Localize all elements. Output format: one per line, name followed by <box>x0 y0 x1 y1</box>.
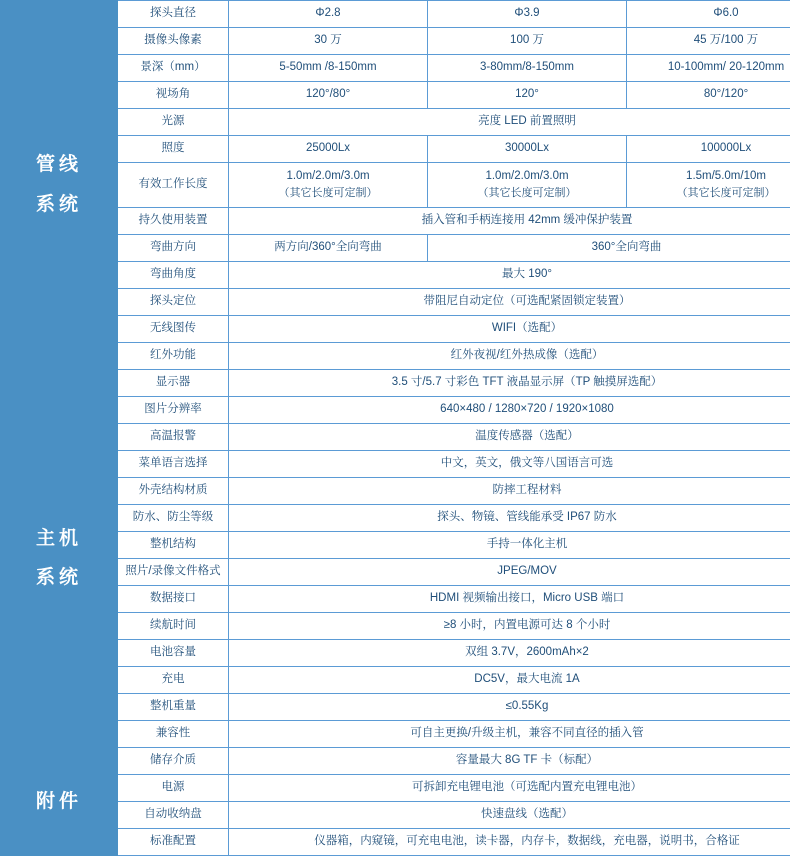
group-label-line: 系统 <box>4 558 114 598</box>
row-label: 整机结构 <box>118 531 229 558</box>
table-row <box>1 531 790 558</box>
table-row <box>1 136 790 163</box>
table-row <box>1 747 790 774</box>
row-value-note: （其它长度可定制） <box>431 185 623 203</box>
row-value: 可自主更换/升级主机，兼容不同直径的插入管 <box>229 720 790 747</box>
row-label: 电源 <box>118 774 229 801</box>
table-row <box>1 504 790 531</box>
row-value: JPEG/MOV <box>229 558 790 585</box>
table-row <box>1 1 790 28</box>
row-value: 最大 190° <box>229 261 790 288</box>
row-value: HDMI 视频输出接口，Micro USB 端口 <box>229 585 790 612</box>
row-value: 25000Lx <box>229 136 428 163</box>
table-row <box>1 261 790 288</box>
table-row <box>1 612 790 639</box>
table-row <box>1 315 790 342</box>
row-value: 640×480 / 1280×720 / 1920×1080 <box>229 396 790 423</box>
row-label: 整机重量 <box>118 693 229 720</box>
row-value-main: 1.0m/2.0m/3.0m <box>286 170 369 182</box>
table-row <box>1 558 790 585</box>
row-label: 弯曲方向 <box>118 234 229 261</box>
table-row <box>1 801 790 828</box>
row-label: 自动收纳盘 <box>118 801 229 828</box>
row-value: 快速盘线（选配） <box>229 801 790 828</box>
row-label: 高温报警 <box>118 423 229 450</box>
row-value: 双组 3.7V，2600mAh×2 <box>229 639 790 666</box>
row-label: 显示器 <box>118 369 229 396</box>
row-value: 亮度 LED 前置照明 <box>229 109 790 136</box>
row-value: 100000Lx <box>627 136 790 163</box>
row-label: 持久使用装置 <box>118 207 229 234</box>
table-row <box>1 163 790 208</box>
row-label: 充电 <box>118 666 229 693</box>
table-row <box>1 585 790 612</box>
row-value: Φ3.9 <box>428 1 627 28</box>
row-value: 手持一体化主机 <box>229 531 790 558</box>
table-row <box>1 28 790 55</box>
row-value <box>428 163 627 208</box>
table-row <box>1 693 790 720</box>
row-label: 防水、防尘等级 <box>118 504 229 531</box>
row-label: 无线图传 <box>118 315 229 342</box>
row-value: 可拆卸充电锂电池（可选配内置充电锂电池） <box>229 774 790 801</box>
table-row <box>1 774 790 801</box>
row-label: 照度 <box>118 136 229 163</box>
row-value: 360°全向弯曲 <box>428 234 790 261</box>
row-value: 容量最大 8G TF 卡（标配） <box>229 747 790 774</box>
row-value: 30000Lx <box>428 136 627 163</box>
row-label: 数据接口 <box>118 585 229 612</box>
table-row <box>1 109 790 136</box>
row-value: 30 万 <box>229 28 428 55</box>
table-row <box>1 450 790 477</box>
row-label: 照片/录像文件格式 <box>118 558 229 585</box>
group-label-line: 系统 <box>4 185 114 225</box>
row-value: 插入管和手柄连接用 42mm 缓冲保护装置 <box>229 207 790 234</box>
row-label: 视场角 <box>118 82 229 109</box>
row-value-note: （其它长度可定制） <box>232 185 424 203</box>
row-value: 80°/120° <box>627 82 790 109</box>
table-row <box>1 369 790 396</box>
row-label: 弯曲角度 <box>118 261 229 288</box>
row-label: 探头直径 <box>118 1 229 28</box>
row-value: 防摔工程材料 <box>229 477 790 504</box>
table-row <box>1 396 790 423</box>
group-label-host <box>1 369 118 747</box>
row-value: ≤0.55Kg <box>229 693 790 720</box>
table-row <box>1 828 790 855</box>
row-value-main: 1.0m/2.0m/3.0m <box>485 170 568 182</box>
group-label-accessory: 附件 <box>1 747 118 855</box>
table-body <box>1 1 790 856</box>
row-value <box>627 163 790 208</box>
table-row <box>1 288 790 315</box>
row-label: 摄像头像素 <box>118 28 229 55</box>
table-row <box>1 639 790 666</box>
row-value: Φ6.0 <box>627 1 790 28</box>
table-row <box>1 207 790 234</box>
row-value: 温度传感器（选配） <box>229 423 790 450</box>
table-row <box>1 720 790 747</box>
row-label: 光源 <box>118 109 229 136</box>
group-label-pipeline <box>1 1 118 370</box>
row-value: 45 万/100 万 <box>627 28 790 55</box>
row-label: 有效工作长度 <box>118 163 229 208</box>
row-label: 标准配置 <box>118 828 229 855</box>
row-value: 120° <box>428 82 627 109</box>
row-label: 续航时间 <box>118 612 229 639</box>
row-value: Φ2.8 <box>229 1 428 28</box>
row-value-note: （其它长度可定制） <box>630 185 790 203</box>
row-label: 探头定位 <box>118 288 229 315</box>
row-value: ≥8 小时，内置电源可达 8 个小时 <box>229 612 790 639</box>
table-row <box>1 234 790 261</box>
row-value: 3-80mm/8-150mm <box>428 55 627 82</box>
table-row <box>1 423 790 450</box>
row-label: 储存介质 <box>118 747 229 774</box>
group-label-line: 主机 <box>4 519 114 559</box>
table-row <box>1 82 790 109</box>
row-value: 两方向/360°全向弯曲 <box>229 234 428 261</box>
row-value: 3.5 寸/5.7 寸彩色 TFT 液晶显示屏（TP 触摸屏选配） <box>229 369 790 396</box>
table-row <box>1 342 790 369</box>
row-value <box>229 163 428 208</box>
row-value: 100 万 <box>428 28 627 55</box>
row-value: 10-100mm/ 20-120mm <box>627 55 790 82</box>
row-label: 电池容量 <box>118 639 229 666</box>
row-value-main: 1.5m/5.0m/10m <box>686 170 766 182</box>
table-row <box>1 55 790 82</box>
group-label-line: 管线 <box>4 145 114 185</box>
row-label: 红外功能 <box>118 342 229 369</box>
row-value: 红外夜视/红外热成像（选配） <box>229 342 790 369</box>
row-value: WIFI（选配） <box>229 315 790 342</box>
row-value: DC5V，最大电流 1A <box>229 666 790 693</box>
row-label: 景深（mm） <box>118 55 229 82</box>
row-value: 探头、物镜、管线能承受 IP67 防水 <box>229 504 790 531</box>
row-label: 图片分辨率 <box>118 396 229 423</box>
row-label: 菜单语言选择 <box>118 450 229 477</box>
row-label: 兼容性 <box>118 720 229 747</box>
row-label: 外壳结构材质 <box>118 477 229 504</box>
row-value: 中文，英文，俄文等八国语言可选 <box>229 450 790 477</box>
row-value: 仪器箱，内窥镜，可充电电池，读卡器，内存卡，数据线，充电器，说明书，合格证 <box>229 828 790 855</box>
table-row <box>1 477 790 504</box>
row-value: 5-50mm /8-150mm <box>229 55 428 82</box>
row-value: 120°/80° <box>229 82 428 109</box>
row-value: 带阻尼自动定位（可选配紧固锁定装置） <box>229 288 790 315</box>
